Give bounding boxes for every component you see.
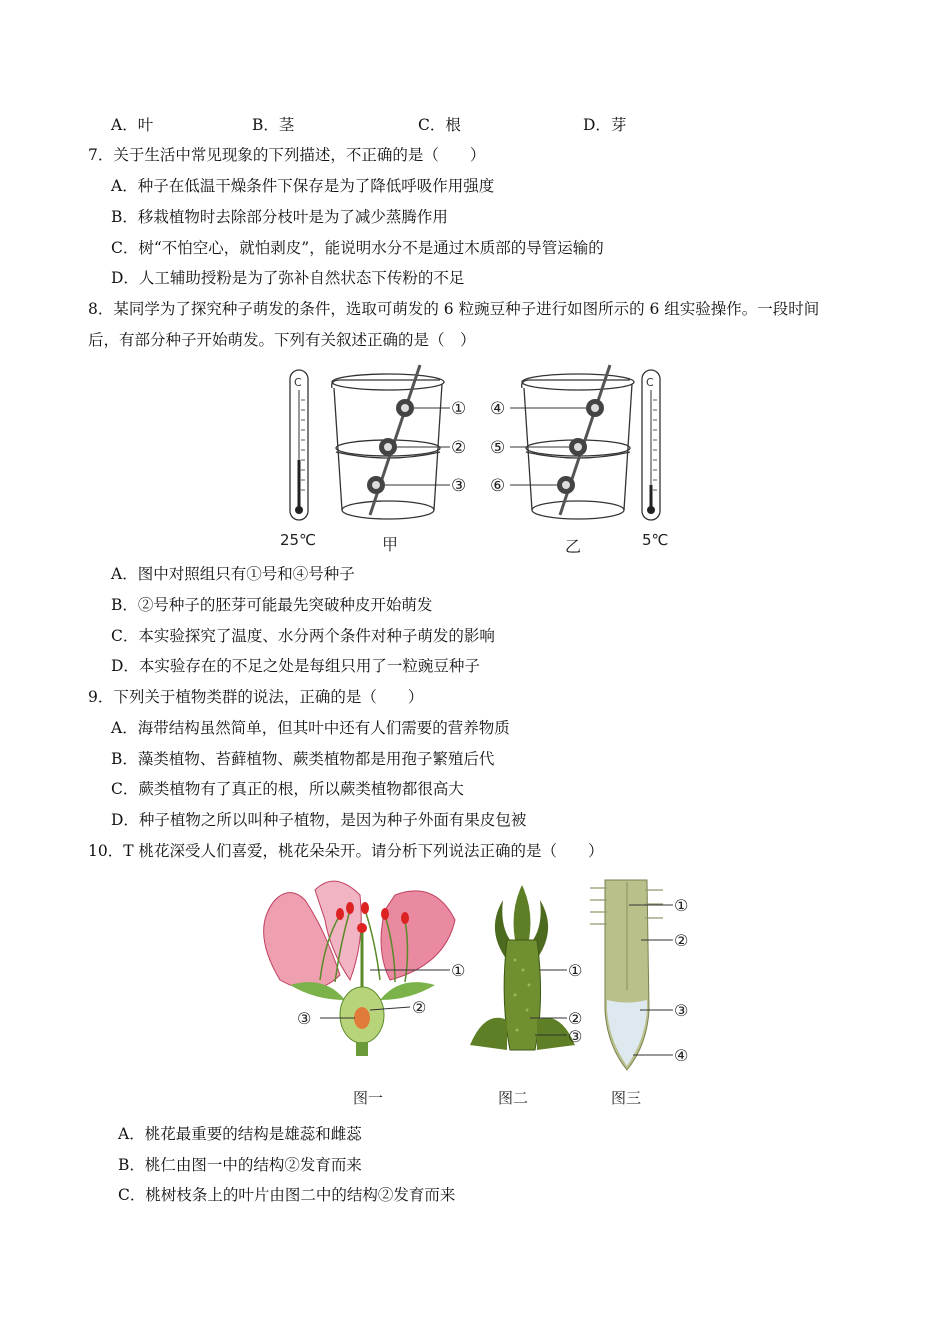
fig3-marker-4: ④	[674, 1046, 689, 1065]
seed-jia-3-icon	[367, 476, 385, 494]
marker-1: ①	[451, 399, 467, 419]
thermo-right-unit: C	[646, 376, 654, 389]
label-yi: 乙	[565, 537, 582, 556]
fig1-marker-2: ②	[412, 998, 427, 1017]
fig2-marker-2: ②	[568, 1009, 583, 1028]
q7-option-c[interactable]: C．树“不怕空心，就怕剥皮”，能说明水分不是通过木质部的导管运输的	[111, 239, 604, 257]
seed-jia-1-icon	[396, 399, 414, 417]
temp-left-label: 25℃	[280, 531, 316, 549]
seed-jia-2-icon	[379, 438, 397, 456]
bud-section-icon	[470, 885, 575, 1050]
temp-right-label: 5℃	[642, 531, 669, 549]
q8-option-d[interactable]: D．本实验存在的不足之处是每组只用了一粒豌豆种子	[111, 657, 480, 675]
q9-stem: 9．下列关于植物类群的说法，正确的是（ ）	[88, 688, 424, 706]
thermometer-right-icon	[642, 370, 660, 520]
fig3-marker-3: ③	[674, 1001, 689, 1020]
q9-option-d[interactable]: D．种子植物之所以叫种子植物，是因为种子外面有果皮包被	[111, 811, 527, 829]
q10-option-a[interactable]: A．桃花最重要的结构是雄蕊和雌蕊	[118, 1125, 362, 1143]
q10-option-b[interactable]: B．桃仁由图一中的结构②发育而来	[118, 1156, 362, 1174]
q10-option-c[interactable]: C．桃树枝条上的叶片由图二中的结构②发育而来	[118, 1186, 456, 1204]
q9-option-a[interactable]: A．海带结构虽然简单，但其叶中还有人们需要的营养物质	[111, 719, 510, 737]
q8-figure	[270, 360, 680, 560]
fig3-marker-2: ②	[674, 931, 689, 950]
q8-stem-line1: 8．某同学为了探究种子萌发的条件，选取可萌发的 6 粒豌豆种子进行如图所示的 6 组实验操作。一段时间	[88, 300, 820, 318]
marker-2: ②	[451, 438, 467, 458]
q10-stem: 10．T 桃花深受人们喜爱，桃花朵朵开。请分析下列说法正确的是（ ）	[88, 842, 604, 860]
peach-flower-icon	[264, 881, 455, 1056]
seed-yi-2-icon	[569, 438, 587, 456]
marker-6: ⑥	[490, 476, 506, 496]
marker-5: ⑤	[490, 438, 506, 458]
q8-stem-line2: 后，有部分种子开始萌发。下列有关叙述正确的是（ ）	[88, 331, 476, 349]
label-jia: 甲	[382, 535, 399, 554]
q6-option-d[interactable]: D．芽	[583, 116, 627, 134]
q6-option-a[interactable]: A．叶	[111, 116, 154, 134]
fig1-marker-3: ③	[297, 1009, 312, 1028]
fig1-marker-1: ①	[451, 961, 466, 980]
q7-option-b[interactable]: B．移栽植物时去除部分枝叶是为了减少蒸腾作用	[111, 208, 448, 226]
fig1-caption: 图一	[353, 1089, 384, 1107]
seed-yi-1-icon	[586, 399, 604, 417]
q8-option-a[interactable]: A．图中对照组只有①号和④号种子	[111, 565, 355, 583]
q7-option-d[interactable]: D．人工辅助授粉是为了弥补自然状态下传粉的不足	[111, 269, 465, 287]
fig2-caption: 图二	[498, 1089, 529, 1107]
q6-option-b[interactable]: B．茎	[252, 116, 295, 134]
fig3-marker-1: ①	[674, 896, 689, 915]
marker-3: ③	[451, 476, 467, 496]
fig2-marker-1: ①	[568, 961, 583, 980]
q8-option-c[interactable]: C．本实验探究了温度、水分两个条件对种子萌发的影响	[111, 627, 495, 645]
root-tip-icon	[590, 880, 663, 1070]
q9-option-b[interactable]: B．藻类植物、苔藓植物、蕨类植物都是用孢子繁殖后代	[111, 750, 495, 768]
thermometer-left-icon	[290, 370, 308, 520]
seed-yi-3-icon	[557, 476, 575, 494]
fig2-marker-3: ③	[568, 1027, 583, 1046]
fig3-caption: 图三	[611, 1089, 642, 1107]
marker-4: ④	[490, 399, 506, 419]
q7-stem: 7．关于生活中常见现象的下列描述，不正确的是（ ）	[88, 146, 486, 164]
q9-option-c[interactable]: C．蕨类植物有了真正的根，所以蕨类植物都很高大	[111, 780, 464, 798]
q8-option-b[interactable]: B．②号种子的胚芽可能最先突破种皮开始萌发	[111, 596, 433, 614]
q7-option-a[interactable]: A．种子在低温干燥条件下保存是为了降低呼吸作用强度	[111, 177, 495, 195]
thermo-left-unit: C	[294, 376, 302, 389]
q6-option-c[interactable]: C．根	[418, 116, 461, 134]
q10-figure	[245, 870, 705, 1115]
